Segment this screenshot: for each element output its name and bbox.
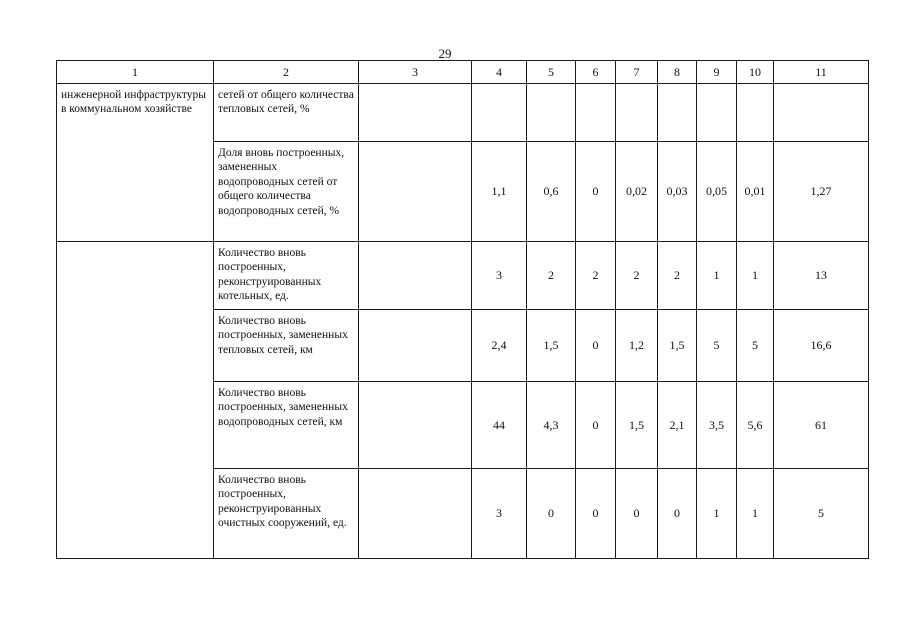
value-cell: 5,6 (737, 382, 774, 469)
col3-cell (359, 310, 472, 382)
value-cell (737, 84, 774, 142)
value-cell (697, 84, 737, 142)
value-cell: 5 (737, 310, 774, 382)
header-cell: 7 (616, 61, 658, 84)
value-cell: 1 (697, 242, 737, 310)
value-cell: 2,1 (658, 382, 697, 469)
value-cell: 0 (576, 382, 616, 469)
header-cell: 3 (359, 61, 472, 84)
value-cell: 0 (616, 469, 658, 559)
value-cell: 2 (576, 242, 616, 310)
indicator-cell: сетей от общего количества тепловых сетей, % (214, 84, 359, 142)
indicator-table (56, 60, 869, 559)
value-cell (658, 84, 697, 142)
value-cell: 3,5 (697, 382, 737, 469)
value-cell (774, 84, 869, 142)
value-cell (472, 84, 527, 142)
header-row (57, 61, 869, 84)
value-cell: 1 (737, 242, 774, 310)
value-cell: 0,6 (527, 142, 576, 242)
indicator-cell: Количество вновь построенных, замененных водопроводных сетей, км (214, 382, 359, 469)
value-cell: 0,05 (697, 142, 737, 242)
table-row (57, 242, 869, 310)
value-cell: 3 (472, 469, 527, 559)
indicator-cell: Доля вновь построенных, замененных водопроводных сетей от общего количества водопроводных сетей, % (214, 142, 359, 242)
value-cell: 0 (658, 469, 697, 559)
value-cell: 1,2 (616, 310, 658, 382)
header-cell: 6 (576, 61, 616, 84)
value-cell: 1 (737, 469, 774, 559)
value-cell: 16,6 (774, 310, 869, 382)
col3-cell (359, 84, 472, 142)
value-cell: 0 (527, 469, 576, 559)
col3-cell (359, 469, 472, 559)
indicator-cell: Количество вновь построенных, реконструированных очистных сооружений, ед. (214, 469, 359, 559)
value-cell: 1,5 (527, 310, 576, 382)
value-cell: 5 (774, 469, 869, 559)
value-cell: 2 (527, 242, 576, 310)
value-cell: 2 (616, 242, 658, 310)
header-cell: 10 (737, 61, 774, 84)
value-cell: 0,03 (658, 142, 697, 242)
indicator-cell: Количество вновь построенных, реконструированных котельных, ед. (214, 242, 359, 310)
header-cell: 2 (214, 61, 359, 84)
page-number: 29 (438, 46, 452, 61)
value-cell: 0 (576, 469, 616, 559)
header-cell: 9 (697, 61, 737, 84)
value-cell: 5 (697, 310, 737, 382)
col3-cell (359, 382, 472, 469)
value-cell: 4,3 (527, 382, 576, 469)
value-cell: 44 (472, 382, 527, 469)
value-cell (576, 84, 616, 142)
header-cell: 11 (774, 61, 869, 84)
value-cell: 0,02 (616, 142, 658, 242)
value-cell: 3 (472, 242, 527, 310)
value-cell: 0,01 (737, 142, 774, 242)
col3-cell (359, 242, 472, 310)
header-cell: 5 (527, 61, 576, 84)
header-cell: 4 (472, 61, 527, 84)
table-row (57, 84, 869, 142)
value-cell: 0 (576, 142, 616, 242)
value-cell: 1,27 (774, 142, 869, 242)
value-cell (527, 84, 576, 142)
header-cell: 8 (658, 61, 697, 84)
value-cell: 0 (576, 310, 616, 382)
value-cell: 2 (658, 242, 697, 310)
group-label: инженерной инфраструктуры в коммунальном хозяйстве (57, 84, 214, 242)
value-cell (616, 84, 658, 142)
group-cell-empty (57, 242, 214, 559)
value-cell: 1,5 (658, 310, 697, 382)
indicator-cell: Количество вновь построенных, замененных тепловых сетей, км (214, 310, 359, 382)
value-cell: 1 (697, 469, 737, 559)
col3-cell (359, 142, 472, 242)
value-cell: 1,1 (472, 142, 527, 242)
value-cell: 13 (774, 242, 869, 310)
header-cell: 1 (57, 61, 214, 84)
value-cell: 61 (774, 382, 869, 469)
value-cell: 2,4 (472, 310, 527, 382)
value-cell: 1,5 (616, 382, 658, 469)
